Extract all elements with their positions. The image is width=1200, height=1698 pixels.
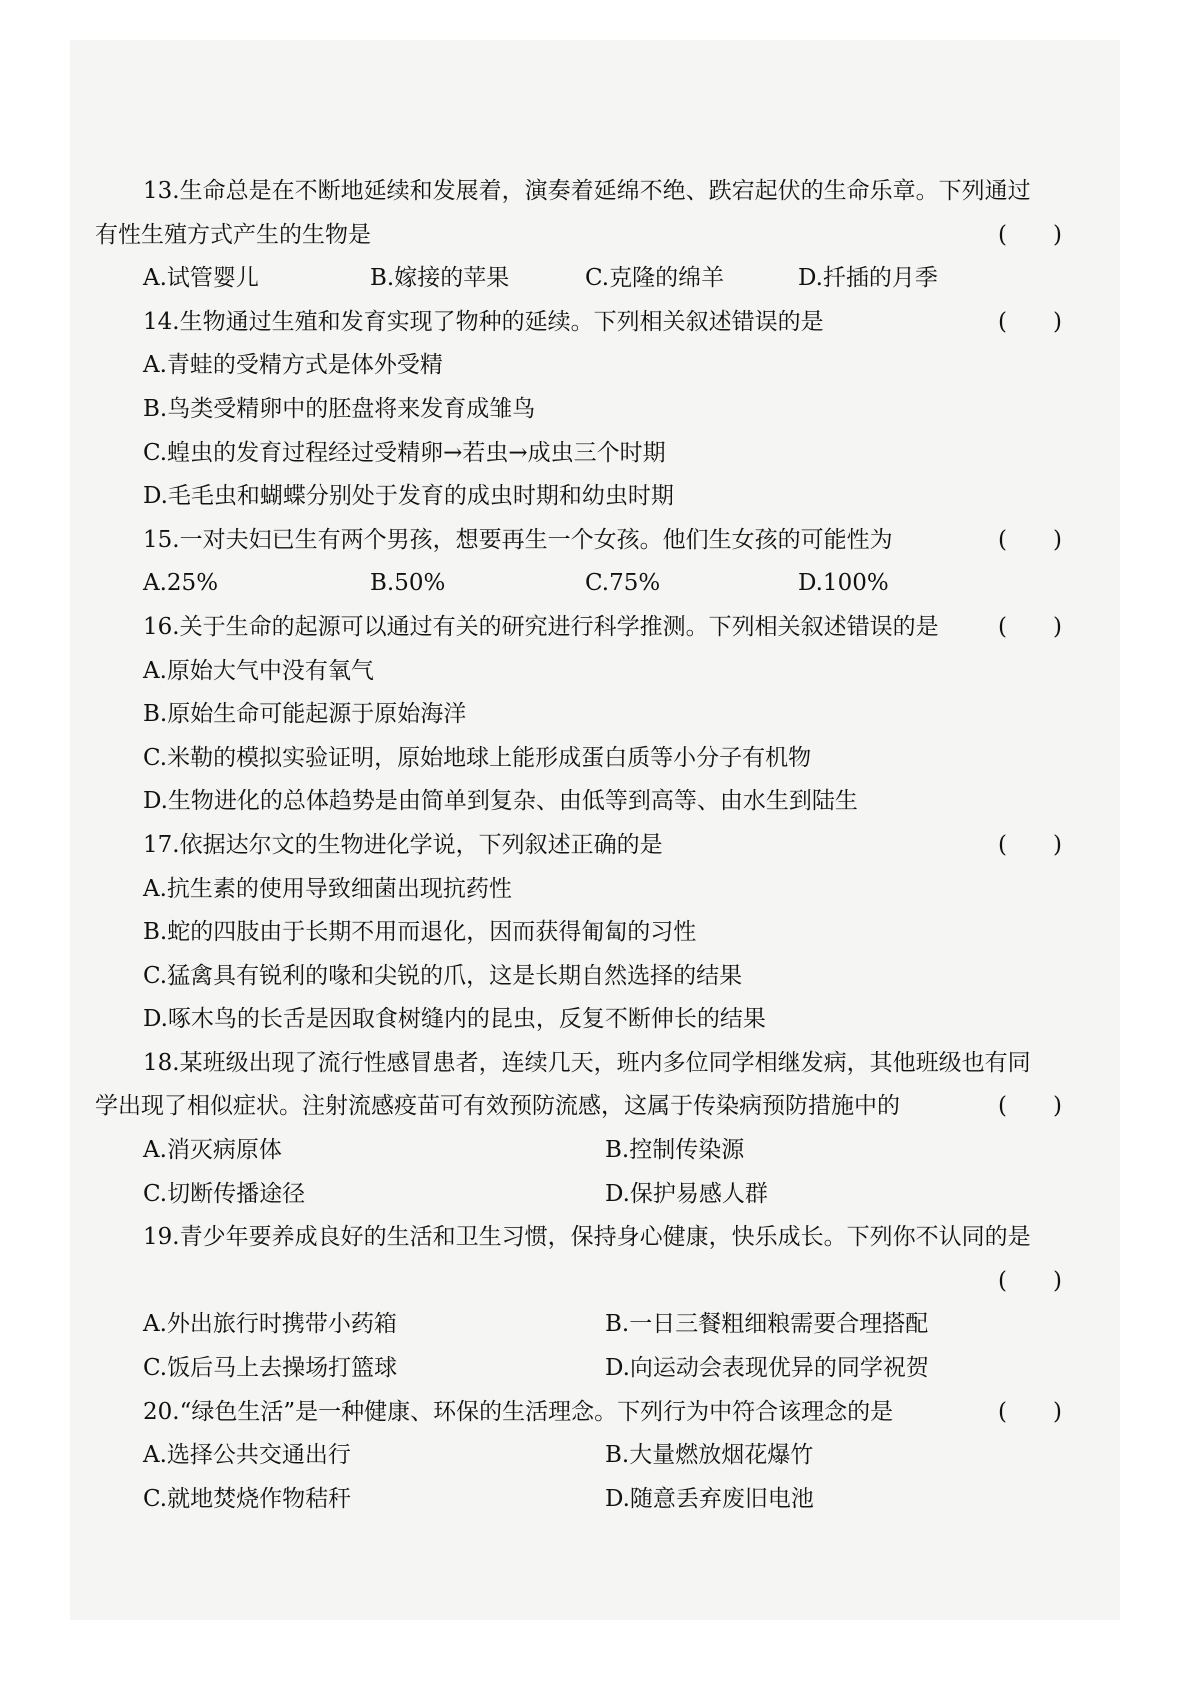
question-19-options-row2 (95, 1347, 1070, 1391)
answer-bracket: ( ) (998, 1093, 1062, 1120)
option-d: D.生物进化的总体趋势是由简单到复杂、由低等到高等、由水生到陆生 (143, 788, 858, 815)
question-14-stem: 14.生物通过生殖和发育实现了物种的延续。下列相关叙述错误的是 ( ) (95, 301, 1070, 345)
answer-bracket: ( ) (998, 1398, 1062, 1425)
option-d: D.保护易感人群 (605, 1180, 768, 1207)
option-d: D.随意丢弃废旧电池 (605, 1485, 814, 1512)
question-20-stem: 20.“绿色生活”是一种健康、环保的生活理念。下列行为中符合该理念的是 ( ) (95, 1391, 1070, 1435)
option-c: C.蝗虫的发育过程经过受精卵→若虫→成虫三个时期 (143, 439, 666, 466)
option-c: C.米勒的模拟实验证明，原始地球上能形成蛋白质等小分子有机物 (143, 744, 812, 771)
question-20-options-row2 (95, 1478, 1070, 1522)
option-a: A.选择公共交通出行 (143, 1442, 351, 1469)
question-16-stem: 16.关于生命的起源可以通过有关的研究进行科学推测。下列相关叙述错误的是 ( ) (95, 606, 1070, 650)
question-17-stem: 17.依据达尔文的生物进化学说，下列叙述正确的是 ( ) (95, 824, 1070, 868)
question-19-options-row1 (95, 1303, 1070, 1347)
option-c: C.75% (585, 570, 661, 597)
question-15-stem: 15.一对夫妇已生有两个男孩，想要再生一个女孩。他们生女孩的可能性为 ( ) (95, 519, 1070, 563)
question-18-options-row1 (95, 1129, 1070, 1173)
option-b: B.控制传染源 (605, 1137, 745, 1164)
option-c: C.克隆的绵羊 (585, 265, 725, 292)
option-b: B.嫁接的苹果 (370, 265, 510, 292)
question-18-options-row2 (95, 1173, 1070, 1217)
option-a: A.青蛙的受精方式是体外受精 (143, 352, 443, 379)
option-c: C.就地焚烧作物秸秆 (143, 1485, 352, 1512)
question-18-stem-cont: 学出现了相似症状。注射流感疫苗可有效预防流感，这属于传染病预防措施中的 ( ) (95, 1085, 1070, 1129)
option-b: B.一日三餐粗细粮需要合理搭配 (605, 1311, 929, 1338)
option-d: D.100% (798, 570, 889, 597)
option-d: D.毛毛虫和蝴蝶分别处于发育的成虫时期和幼虫时期 (143, 483, 674, 510)
option-a: A.试管婴儿 (143, 265, 259, 292)
answer-bracket: ( ) (998, 221, 1062, 248)
option-b: B.大量燃放烟花爆竹 (605, 1442, 814, 1469)
option-b: B.蛇的四肢由于长期不用而退化，因而获得匍匐的习性 (143, 919, 697, 946)
answer-bracket: ( ) (998, 831, 1062, 858)
option-c: C.饭后马上去操场打篮球 (143, 1355, 398, 1382)
option-a: A.原始大气中没有氧气 (143, 657, 374, 684)
question-13-stem: 13.生命总是在不断地延续和发展着，演奏着延绵不绝、跌宕起伏的生命乐章。下列通过 (143, 178, 1031, 204)
answer-bracket: ( ) (998, 308, 1062, 335)
answer-bracket: ( ) (998, 1267, 1062, 1294)
option-a: A.外出旅行时携带小药箱 (143, 1311, 397, 1338)
question-13-stem-cont: 有性生殖方式产生的生物是 ( ) (95, 214, 1070, 258)
option-b: B.鸟类受精卵中的胚盘将来发育成雏鸟 (143, 395, 536, 422)
answer-bracket: ( ) (998, 526, 1062, 553)
option-b: B.50% (370, 570, 446, 597)
answer-bracket: ( ) (998, 613, 1062, 640)
exam-content (95, 170, 1070, 1521)
option-b: B.原始生命可能起源于原始海洋 (143, 701, 467, 728)
option-a: A.抗生素的使用导致细菌出现抗药性 (143, 875, 512, 902)
option-d: D.扦插的月季 (798, 265, 938, 292)
question-19-bracket-line (95, 1260, 1070, 1304)
option-d: D.啄木鸟的长舌是因取食树缝内的昆虫，反复不断伸长的结果 (143, 1006, 766, 1033)
question-15-options (95, 562, 1070, 606)
option-a: A.25% (143, 570, 219, 597)
option-c: C.猛禽具有锐利的喙和尖锐的爪，这是长期自然选择的结果 (143, 962, 743, 989)
question-19-stem: 19.青少年要养成良好的生活和卫生习惯，保持身心健康，快乐成长。下列你不认同的是 (143, 1224, 1031, 1251)
question-20-options-row1 (95, 1434, 1070, 1478)
option-c: C.切断传播途径 (143, 1180, 306, 1207)
option-a: A.消灭病原体 (143, 1137, 282, 1164)
question-13-options (95, 257, 1070, 301)
question-18-stem: 18.某班级出现了流行性感冒患者，连续几天，班内多位同学相继发病，其他班级也有同 (143, 1049, 1031, 1076)
option-d: D.向运动会表现优异的同学祝贺 (605, 1355, 929, 1382)
